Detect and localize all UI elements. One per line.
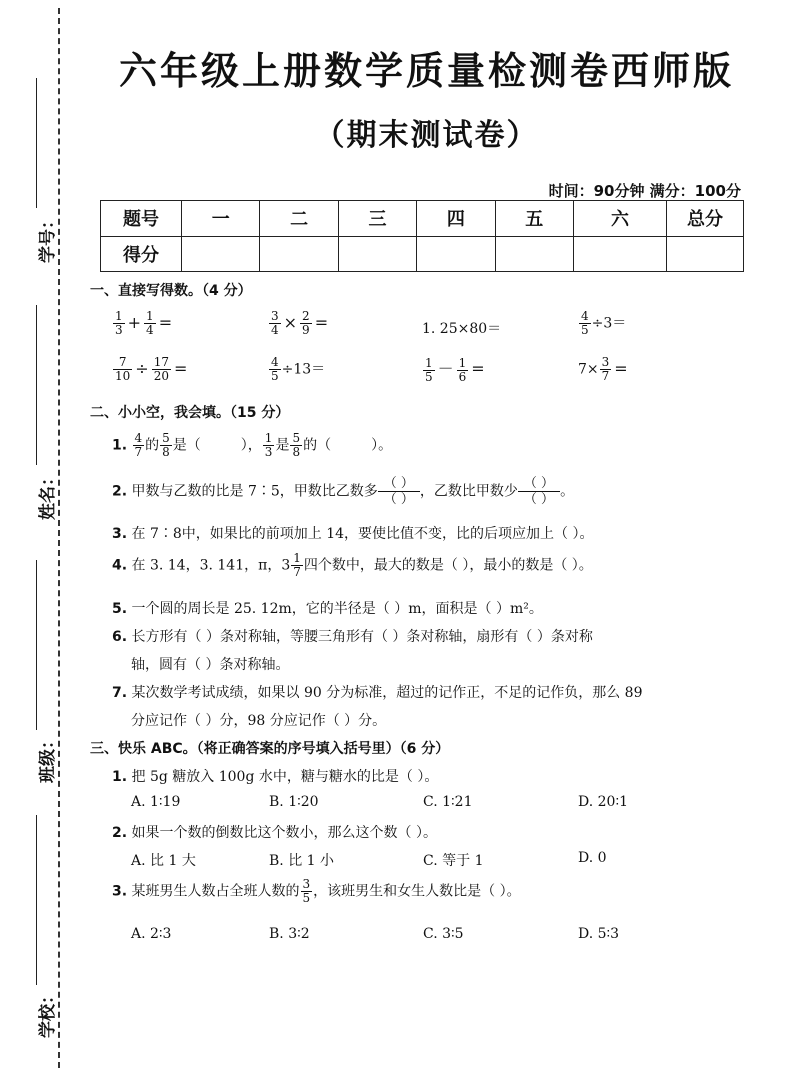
choice-option-d[interactable]: D. 20∶1	[578, 794, 628, 810]
fill-question-3: 3. 在 7∶8中，如果比的前项加上 14，要使比值不变，比的后项应加上（ ）。	[112, 526, 594, 542]
score-row-label: 得分	[101, 236, 182, 272]
score-cell[interactable]	[417, 236, 495, 272]
fraction-answer-blank[interactable]: （ ） （ ）	[378, 476, 420, 507]
choice-option-b[interactable]: B. 1∶20	[269, 794, 319, 810]
fraction: $\frac{2}{9}$	[302, 309, 310, 337]
score-cell[interactable]	[182, 236, 260, 272]
section-3-heading: 三、快乐 ABC。（将正确答案的序号填入括号里）（6 分）	[90, 741, 450, 757]
choice-option-a[interactable]: A. 1∶19	[131, 794, 181, 810]
header-cell: 总分	[667, 201, 744, 237]
name-line[interactable]	[36, 305, 37, 465]
fill-question-6: 6. 长方形有（ ）条对称轴，等腰三角形有（ ）条对称轴，扇形有（ ）条对称	[112, 629, 593, 645]
fraction: $\frac{3}{7}$	[601, 355, 610, 383]
score-table	[100, 200, 744, 272]
header-cell: 三	[338, 201, 416, 237]
fill-question-4: 4. 在 3. 14，3. 141，π，3 $\frac{1}{7}$ 四个数中，最大的数是（ ），最小的数是（ ）。	[112, 551, 593, 579]
fill-question-7-line-2: 分应记作（ ）分，98 分应记作（ ）分。	[131, 713, 387, 729]
choice-option-a[interactable]: A. 2∶3	[131, 926, 172, 942]
student-id-label: 学号：	[38, 212, 58, 263]
class-line[interactable]	[36, 560, 37, 730]
fill-question-2: 2. 甲数与乙数的比是 7∶5，甲数比乙数多 （ ） （ ） ，乙数比甲数少 （ ） （ ） 。	[112, 476, 575, 507]
calc-item-7: $\frac{1}{5}$ － $\frac{1}{6}$ =	[425, 355, 485, 384]
score-table-score-row	[101, 236, 744, 272]
section-2-heading: 二、小小空，我会填。（15 分）	[90, 405, 290, 421]
fraction: $\frac{4}{5}$	[581, 309, 589, 337]
choice-option-c[interactable]: C. 1∶21	[423, 794, 473, 810]
calc-item-8: 7× $\frac{3}{7}$ =	[578, 355, 628, 383]
score-table-header-row	[101, 201, 744, 237]
score-cell[interactable]	[260, 236, 338, 272]
choice-option-d[interactable]: D. 0	[578, 850, 607, 866]
score-cell[interactable]	[574, 236, 667, 272]
fill-question-1: 1. $\frac{4}{7}$ 的 $\frac{5}{8}$ 是（ ）， $\frac{1}{3}$ 是 $\frac{5}{8}$ 的（ ）。	[112, 431, 393, 459]
school-line[interactable]	[36, 815, 37, 985]
choice-option-c[interactable]: C. 3∶5	[423, 926, 464, 942]
calc-item-2: $\frac{3}{4}$ × $\frac{2}{9}$ =	[271, 309, 329, 337]
header-cell: 二	[260, 201, 338, 237]
fraction-answer-blank[interactable]: （ ） （ ）	[518, 476, 560, 507]
section-1-heading: 一、直接写得数。（4 分）	[90, 283, 252, 299]
page-title: 六年级上册数学质量检测卷西师版	[118, 49, 734, 93]
choice-option-a[interactable]: A. 比 1 大	[131, 853, 196, 869]
score-cell[interactable]	[338, 236, 416, 272]
calc-item-5: $\frac{7}{10}$ ÷ $\frac{17}{20}$ =	[115, 355, 188, 383]
fill-question-7: 7. 某次数学考试成绩，如果以 90 分为标准，超过的记作正，不足的记作负，那么 89	[112, 685, 643, 701]
fraction: $\frac{3}{4}$	[271, 309, 279, 337]
calc-item-1: $\frac{1}{3}$ + $\frac{1}{4}$ =	[115, 309, 173, 337]
class-label: 班级：	[38, 732, 58, 783]
name-label: 姓名：	[38, 469, 58, 520]
calc-item-4: $\frac{4}{5}$ ÷3＝	[581, 309, 627, 337]
header-cell: 题号	[101, 201, 182, 237]
header-cell: 一	[182, 201, 260, 237]
choice-question-3: 3. 某班男生人数占全班人数的 $\frac{3}{5}$ ，该班男生和女生人数比是（ ）。	[112, 877, 521, 905]
header-cell: 四	[417, 201, 495, 237]
choice-option-b[interactable]: B. 比 1 小	[269, 853, 334, 869]
choice-option-b[interactable]: B. 3∶2	[269, 926, 310, 942]
fraction: $\frac{1}{4}$	[146, 309, 154, 337]
score-cell[interactable]	[667, 236, 744, 272]
student-id-line[interactable]	[36, 78, 37, 208]
calc-item-6: $\frac{4}{5}$ ÷13＝	[271, 355, 326, 383]
fill-question-5: 5. 一个圆的周长是 25. 12m，它的半径是（ ）m，面积是（ ）m²。	[112, 601, 543, 617]
choice-question-1: 1. 把 5g 糖放入 100g 水中，糖与糖水的比是（ ）。	[112, 769, 439, 785]
fill-question-6-line-2: 轴，圆有（ ）条对称轴。	[131, 657, 290, 673]
binding-dashed-line	[58, 8, 60, 1068]
header-cell: 五	[495, 201, 573, 237]
score-cell[interactable]	[495, 236, 573, 272]
header-cell: 六	[574, 201, 667, 237]
fraction: $\frac{1}{3}$	[115, 309, 123, 337]
choice-option-d[interactable]: D. 5∶3	[578, 926, 620, 942]
fraction: $\frac{4}{5}$	[271, 355, 279, 383]
page-subtitle: （期末测试卷）	[314, 118, 539, 153]
calc-item-3: 1. 25×80＝	[422, 321, 502, 337]
fraction: $\frac{1}{5}$	[425, 355, 433, 384]
fraction: $\frac{7}{10}$	[115, 355, 131, 383]
fraction: $\frac{17}{20}$	[153, 355, 169, 383]
choice-question-2: 2. 如果一个数的倒数比这个数小，那么这个数（ ）。	[112, 825, 437, 841]
school-label: 学校：	[38, 987, 58, 1038]
time-score-info: 时间：90分钟 满分：100分	[548, 182, 741, 200]
choice-option-c[interactable]: C. 等于 1	[423, 853, 484, 869]
fraction: $\frac{1}{6}$	[458, 355, 467, 384]
